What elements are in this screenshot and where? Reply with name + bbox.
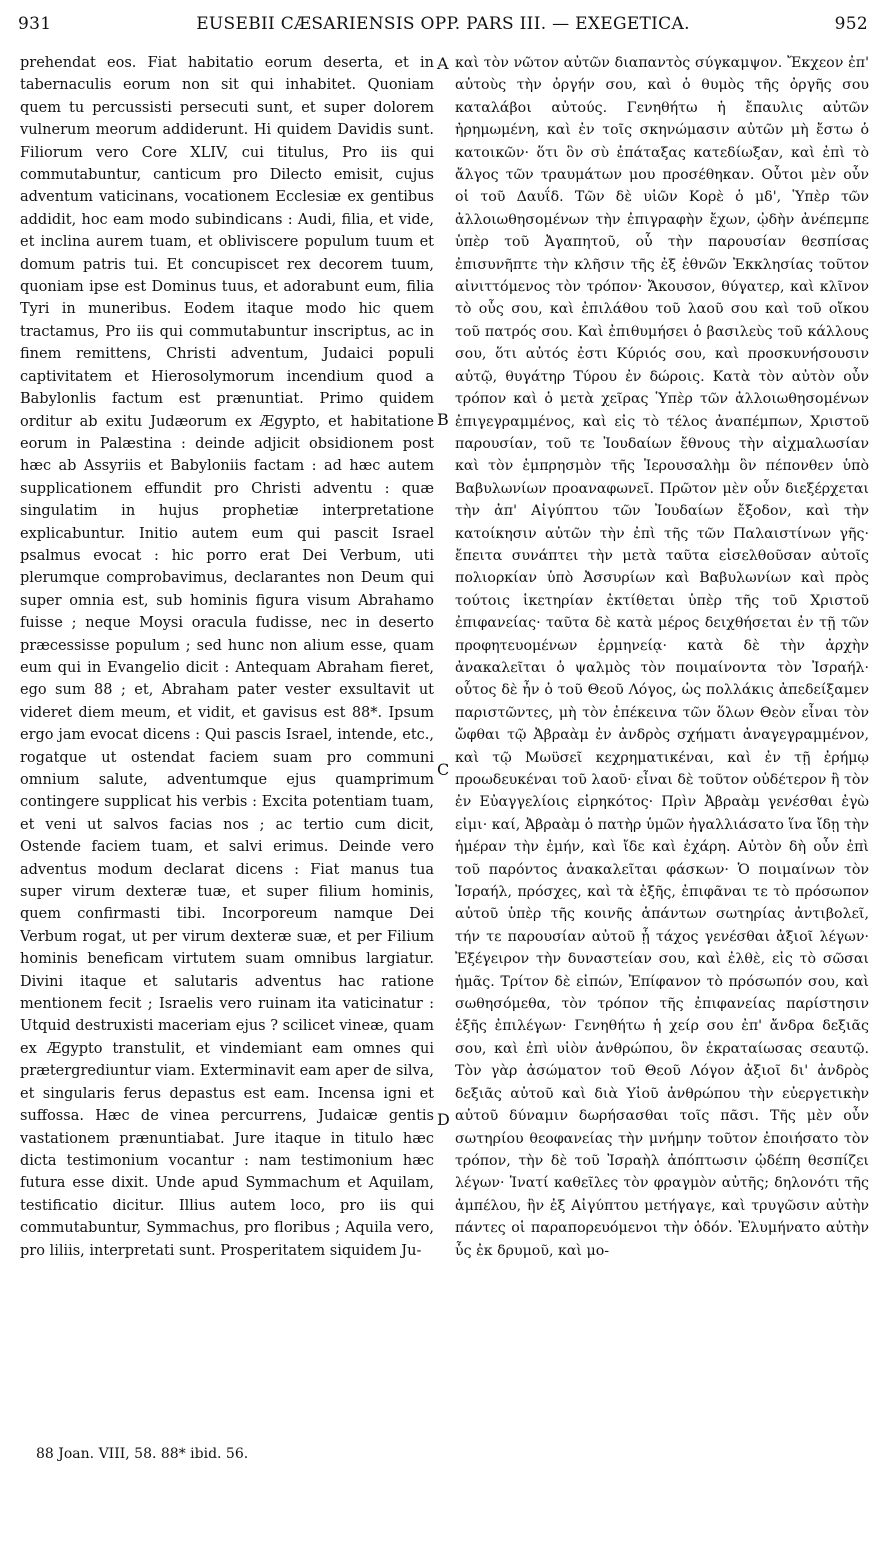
margin-marker-b: B <box>437 410 449 429</box>
greek-column <box>455 52 869 1432</box>
margin-marker-a: A <box>437 54 449 73</box>
page-header <box>18 14 868 44</box>
margin-marker-d: D <box>437 1110 450 1129</box>
latin-text: prehendat eos. Fiat habitatio eorum deserta, et in tabernaculis eorum non sit qui inhabitet. Quoniam quem tu percussisti persecuti sunt, et super dolorem vulnerum meorum addiderunt. Hi quidem Davidis sunt. Filiorum vero Core XLIV, cui titulus, Pro iis qui commutabuntur, canticum pro Dilecto emisit, cujus adventum vaticinans, vocationem Ecclesiæ ex gentibus addidit, hoc eam modo subindicans : Audi, filia, et vide, et inclina aurem tuam, et obliviscere populum tuum et domum patris tui. Et concupiscet rex decorem tuum, quoniam ipse est Dominus tuus, et adorabunt eum, filia Tyri in muneribus. Eodem itaque modo hic quem tractamus, Pro iis qui commutabuntur inscriptus, ac in finem remittens, Christi adventum, Judaici populi captivitatem et Hierosolymorum incendium quod a Babylonlis factum est prænuntiat. Primo quidem orditur ab exitu Judæorum ex Ægypto, et habitatione eorum in Palæstina : deinde adjicit obsidionem post hæc ab Assyriis et Babyloniis factam : ad hæc autem supplicationem effundit pro Christi adventu : quæ singulatim in hujus prophetiæ interpretatione explicabuntur. Initio autem eum qui pascit Israel psalmus evocat : hic porro erat Dei Verbum, uti plerumque comprobavimus, declarantes non Deum qui super omnia est, sub hominis figura visum Abrahamo fuisse ; neque Moysi oracula fudisse, nec in deserto præcessisse populum ; sed hunc non alium esse, quam eum qui in Evangelio dicit : Antequam Abraham fieret, ego sum 88 ; et, Abraham pater vester exsultavit ut videret diem meum, et vidit, et gavisus est 88*. Ipsum ergo jam evocat dicens : Qui pascis Israel, intende, etc., rogatque ut ostendat faciem suam pro communi omnium salute, adventumque ejus quamprimum contingere supplicat his verbis : Excita potentiam tuam, et veni ut salvos facias nos ; ac tertio cum dicit, Ostende faciem tuam, et salvi erimus. Deinde vero adventus modum declarat dicens : Fiat manus tua super virum dexteræ tuæ, et super filium hominis, quem confirmasti tibi. Incorporeum namque Dei Verbum rogat, ut per virum dexteræ suæ, et per Filium hominis beneficam virtutem suam omnibus largiatur. Divini itaque et salutaris adventus hac ratione mentionem fecit ; Israelis vero ruinam ita vaticinatur : Utquid destruxisti maceriam ejus ? scilicet vineæ, quam ex Ægypto transtulit, et vindemiant eam omnes qui prætergrediuntur viam. Exterminavit eam aper de silva, et singularis ferus depastus est eam. Incensa igni et suffossa. Hæc de vinea percurrens, Judaicæ gentis vastationem prænuntiabat. Jure itaque in titulo hæc dicta testimonium vocantur : nam testimonium hæc futura esse dixit. Unde apud Symmachum et Aquilam, testificatio dicitur. Illius autem loco, pro iis qui commutabuntur, Symmachus, pro floribus ; Aquila vero, pro liliis, interpretati sunt. Prosperitatem siquidem Ju- <box>20 55 434 1259</box>
page-number-left: 931 <box>18 14 52 34</box>
margin-marker-c: C <box>437 760 450 779</box>
footnote: 88 Joan. VIII, 58. 88* ibid. 56. <box>36 1446 249 1462</box>
page-number-right: 952 <box>834 14 868 34</box>
running-title: EUSEBII CÆSARIENSIS OPP. PARS III. — EXEGETICA. <box>196 14 690 34</box>
latin-column <box>20 52 434 1432</box>
greek-text: καὶ τὸν νῶτον αὐτῶν διαπαντὸς σύγκαμψον. Ἔκχεον ἐπ' αὐτοὺς τὴν ὀργήν σου, καὶ ὁ θυμὸς τῆς ὀργῆς σου καταλάβοι αὐτούς. Γενηθήτω ἡ ἔπαυλις αὐτῶν ἠρημωμένη, καὶ ἐν τοῖς σκηνώμασιν αὐτῶν μὴ ἔστω ὁ κατοικῶν· ὅτι ὃν σὺ ἐπάταξας κατεδίωξαν, καὶ ἐπὶ τὸ ἄλγος τῶν τραυμάτων μου προσέθηκαν. Οὗτοι μὲν οὖν οἱ τοῦ Δαυΐδ. Τῶν δὲ υἱῶν Κορὲ ὁ μδ', Ὑπὲρ τῶν ἀλλοιωθησομένων τὴν ἐπιγραφὴν ἔχων, ᾠδὴν ἀνέπεμπε ὑπὲρ τοῦ Ἀγαπητοῦ, οὗ τὴν παρουσίαν θεσπίσας ἐπισυνῆπτε τὴν κλῆσιν τῆς ἐξ ἐθνῶν Ἐκκλησίας τοῦτον αἰνιττόμενος τὸν τρόπον· Ἄκουσον, θύγατερ, καὶ κλῖνον τὸ οὖς σου, καὶ ἐπιλάθου τοῦ λαοῦ σου καὶ τοῦ οἴκου τοῦ πατρός σου. Καὶ ἐπιθυμήσει ὁ βασιλεὺς τοῦ κάλλους σου, ὅτι αὐτός ἐστι Κύριός σου, καὶ προσκυνήσουσιν αὐτῷ, θυγάτηρ Τύρου ἐν δώροις. Κατὰ τὸν αὐτὸν οὖν τρόπον καὶ ὁ μετὰ χεῖρας Ὑπὲρ τῶν ἀλλοιωθησομένων ἐπιγεγραμμένος, καὶ εἰς τὸ τέλος ἀναπέμπων, Χριστοῦ παρουσίαν, τοῦ τε Ἰουδαίων ἔθνους τὴν αἰχμαλωσίαν καὶ τὸν ἐμπρησμὸν τῆς Ἱερουσαλὴμ ὃν πέπονθεν ὑπὸ Βαβυλωνίων προαναφωνεῖ. Πρῶτον μὲν οὖν διεξέρχεται τὴν ἀπ' Αἰγύπτου τῶν Ἰουδαίων ἔξοδον, καὶ τὴν κατοίκησιν αὐτῶν τὴν ἐπὶ τῆς τῶν Παλαιστίνων γῆς· ἔπειτα συνάπτει τὴν μετὰ ταῦτα εἰσελθοῦσαν αὐτοῖς πολιορκίαν ὑπὸ Ἀσσυρίων καὶ Βαβυλωνίων καὶ πρὸς τούτοις ἱκετηρίαν ἐκτίθεται ὑπὲρ τῆς τοῦ Χριστοῦ ἐπιφανείας· ταῦτα δὲ κατὰ μέρος δειχθήσεται ἐν τῇ τῶν προφητευομένων ἑρμηνείᾳ· κατὰ δὲ τὴν ἀρχὴν ἀνακαλεῖται ὁ ψαλμὸς τὸν ποιμαίνοντα τὸν Ἰσραήλ· οὗτος δὲ ἦν ὁ τοῦ Θεοῦ Λόγος, ὡς πολλάκις ἀπεδείξαμεν παριστῶντες, μὴ τὸν ἐπέκεινα τῶν ὅλων Θεὸν εἶναι τὸν ὤφθαι τῷ Ἀβραὰμ ἐν ἀνδρὸς σχήματι ἀναγεγραμμένον, καὶ τῷ Μωϋσεῖ κεχρηματικέναι, καὶ ἐν τῇ ἐρήμῳ προωδευκέναι τοῦ λαοῦ· εἶναι δὲ τοῦτον οὐδέτερον ἢ τὸν ἐν Εὐαγγελίοις εἰρηκότος· Πρὶν Ἀβραὰμ γενέσθαι ἐγὼ εἰμι· καί, Ἀβραὰμ ὁ πατὴρ ὑμῶν ἠγαλλιάσατο ἵνα ἴδῃ τὴν ἡμέραν τὴν ἐμήν, καὶ ἴδε καὶ ἐχάρη. Αὐτὸν δὴ οὖν ἐπὶ τοῦ παρόντος ἀνακαλεῖται φάσκων· Ὁ ποιμαίνων τὸν Ἰσραήλ, πρόσχες, καὶ τὰ ἑξῆς, ἐπιφᾶναι τε τὸ πρόσωπον αὐτοῦ ὑπὲρ τῆς κοινῆς ἁπάντων σωτηρίας ἀντιβολεῖ, τήν τε παρουσίαν αὐτοῦ ᾗ τάχος γενέσθαι ἀξιοῖ λέγων· Ἐξέγειρον τὴν δυναστείαν σου, καὶ ἐλθὲ, εἰς τὸ σῶσαι ἡμᾶς. Τρίτον δὲ εἰπών, Ἐπίφανον τὸ πρόσωπόν σου, καὶ σωθησόμεθα, τὸν τρόπον τῆς ἐπιφανείας παρίστησιν ἑξῆς ἐπιλέγων· Γενηθήτω ἡ χείρ σου ἐπ' ἄνδρα δεξιᾶς σου, καὶ ἐπὶ υἱὸν ἀνθρώπου, ὃν ἐκραταίωσας σεαυτῷ. Τὸν γὰρ ἀσώματον τοῦ Θεοῦ Λόγον ἀξιοῖ δι' ἀνδρὸς δεξιᾶς αὐτοῦ καὶ διὰ Υἱοῦ ἀνθρώπου τὴν εὐεργετικὴν αὐτοῦ δύναμιν δωρήσασθαι τοῖς πᾶσι. Τῆς μὲν οὖν σωτηρίου θεοφανείας τὴν μνήμην τοῦτον ἐποιήσατο τὸν τρόπον, τὴν δὲ τοῦ Ἰσραὴλ ἀπόπτωσιν ᾠδέπη θεσπίζει λέγων· Ἱνατί καθεῖλες τὸν φραγμὸν αὐτῆς; δηλονότι τῆς ἀμπέλου, ἣν ἐξ Αἰγύπτου μετήγαγε, καὶ τρυγῶσιν αὐτὴν πάντες οἱ παραπορευόμενοι τὴν ὁδόν. Ἐλυμήνατο αὐτὴν ὗς ἐκ δρυμοῦ, καὶ μο- <box>455 55 869 1259</box>
